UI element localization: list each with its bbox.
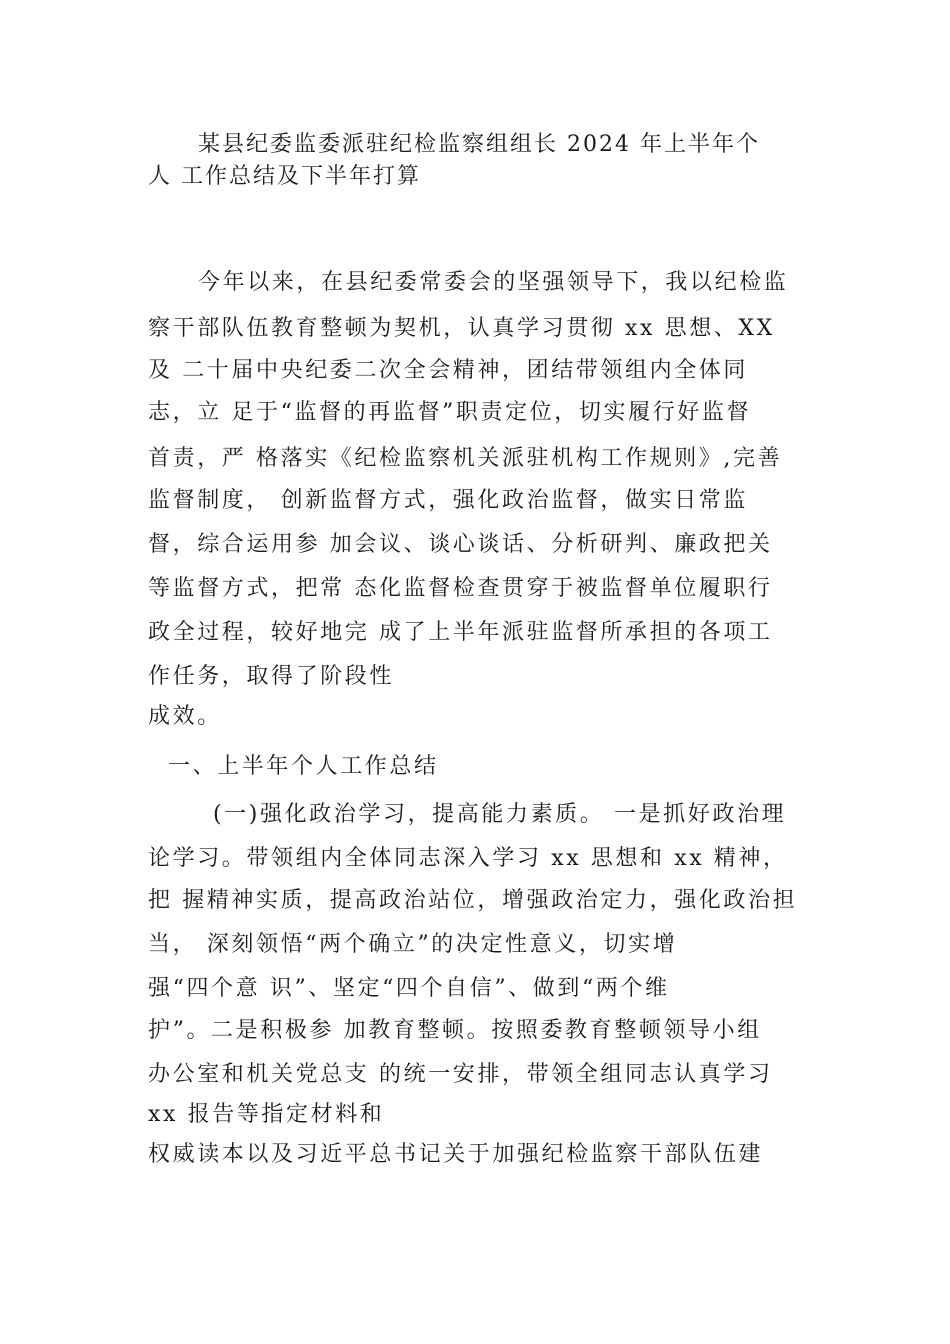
body-line: 办公室和机关党总支 的统一安排，带领全组同志认真学习 [148,1062,773,1087]
body-line: 当， 深刻领悟“两个确立”的决定性意义，切实增 [148,932,678,957]
body-line: 强“四个意 识”、坚定“四个自信”、做到“两个维 [148,976,670,1001]
body-line: 今年以来，在县纪委常委会的坚强领导下，我以纪检监 [198,270,789,295]
body-line: 成效。 [148,704,222,729]
body-line: 督，综合运用参 加会议、谈心谈话、分析研判、廉政把关 [148,532,773,557]
body-line: 首责，严 格落实《纪检监察机关派驻机构工作规则》,完善 [148,446,783,471]
body-line: 权威读本以及习近平总书记关于加强纪检监察干部队伍建 [148,1142,764,1167]
body-line: 及 二十届中央纪委二次全会精神，团结带领组内全体同 [148,358,748,383]
body-line: 志，立 足于“监督的再监督”职责定位，切实履行好监督 [148,400,752,425]
document-title-line-1: 某县纪委监委派驻纪检监察组组长 2024 年上半年个 [198,132,760,157]
body-line: 监督制度， 创新监督方式，强化政治监督，做实日常监 [148,488,748,513]
body-line: 作任务，取得了阶段性 [148,664,395,689]
body-line: 等监督方式，把常 态化监督检查贯穿于被监督单位履职行 [148,576,773,601]
body-line: 察干部队伍教育整顿为契机，认真学习贯彻 xx 思想、XX [148,316,775,341]
document-title-line-2: 人 工作总结及下半年打算 [148,164,421,189]
body-line: (一)强化政治学习，提高能力素质。 一是抓好政治理 [213,802,787,827]
section-heading: 一、上半年个人工作总结 [168,754,439,779]
body-line: 论学习。带领组内全体同志深入学习 xx 思想和 xx 精神， [148,846,788,871]
body-line: 把 握精神实质，提高政治站位，增强政治定力，强化政治担 [148,888,798,913]
body-line: 护”。二是积极参 加教育整顿。按照委教育整顿领导小组 [148,1018,762,1043]
body-line: xx 报告等指定材料和 [148,1102,385,1127]
body-line: 政全过程，较好地完 成了上半年派驻监督所承担的各项工 [148,620,773,645]
